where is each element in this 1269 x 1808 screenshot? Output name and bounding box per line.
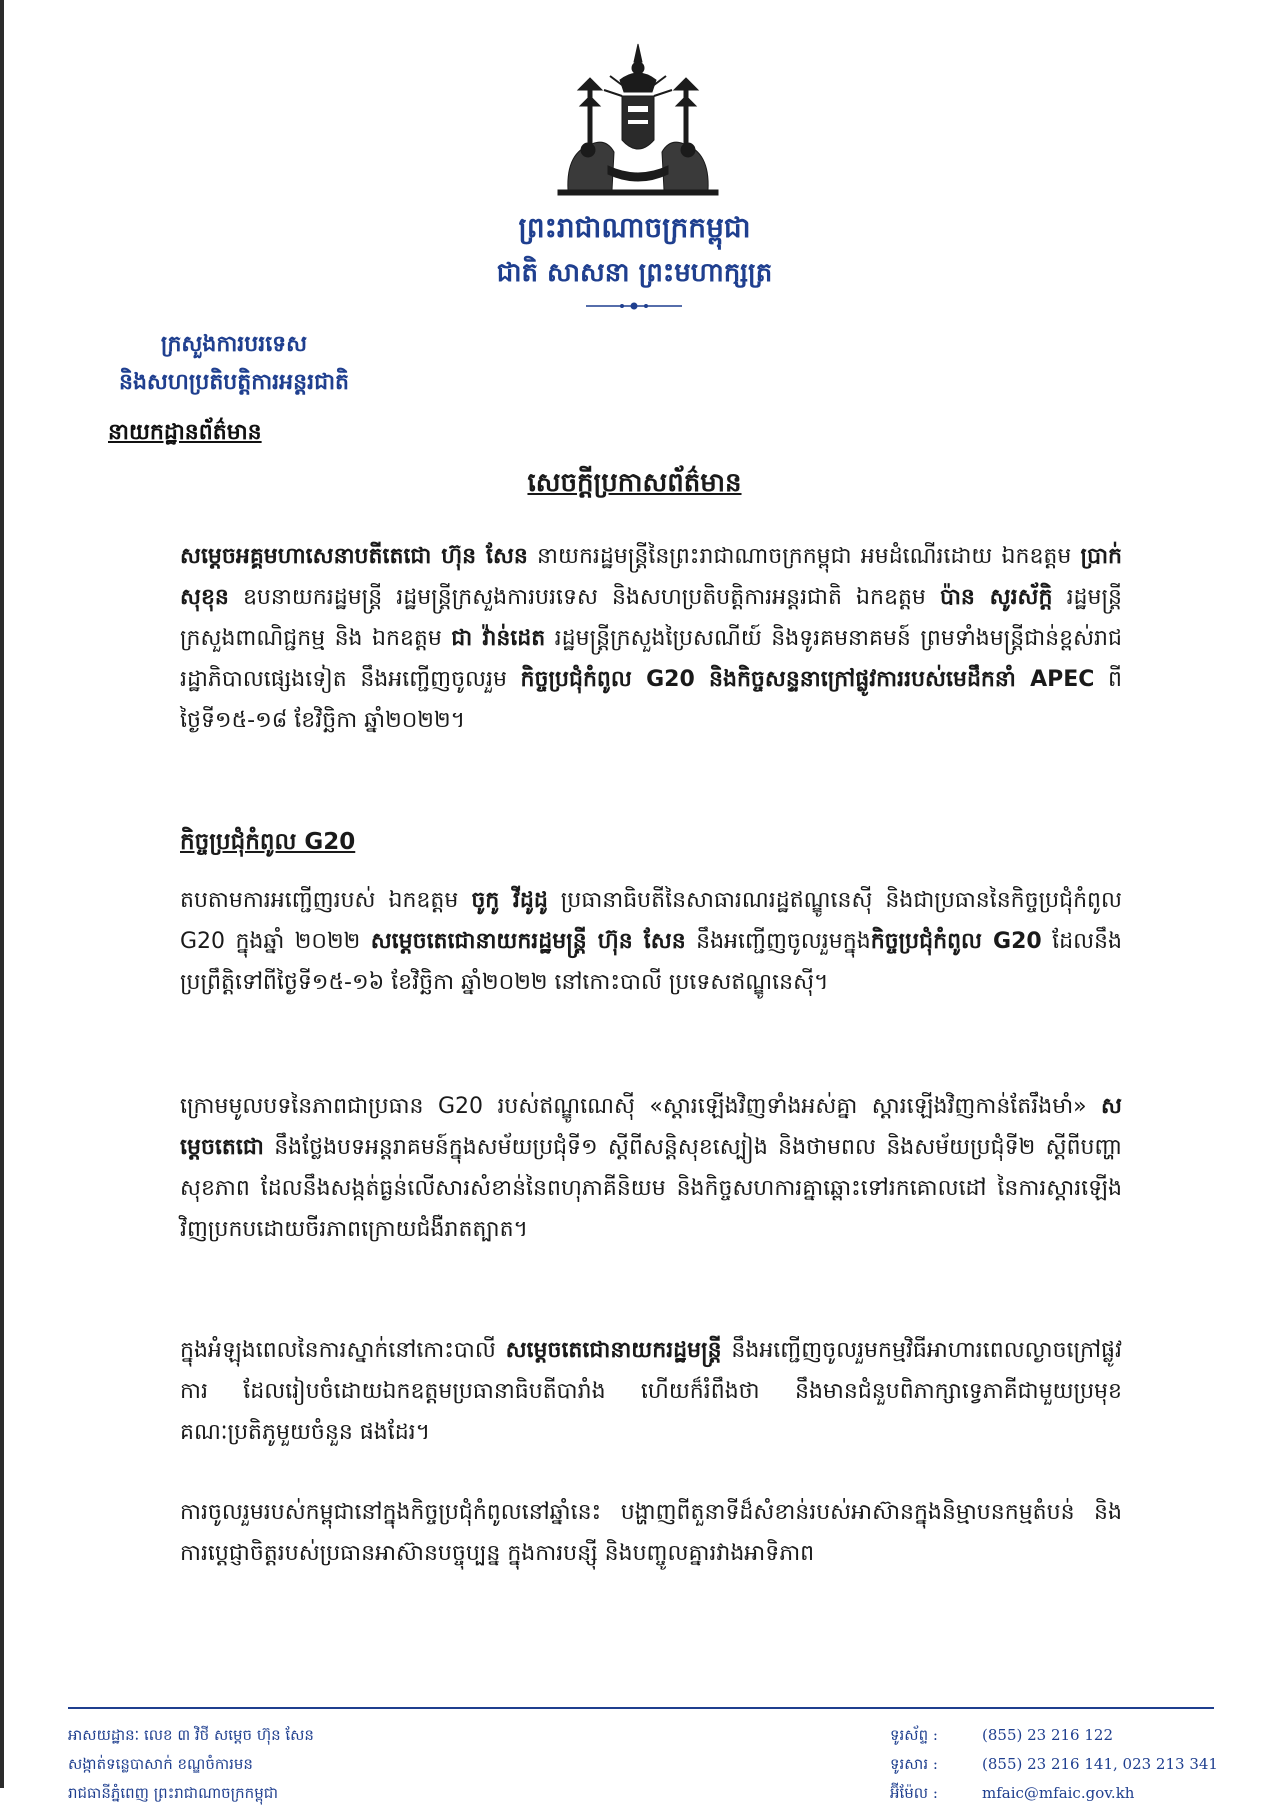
text-run: នឹងថ្លែងបទអន្តរាគមន៍ក្នុងសម័យប្រជុំទី១ ស្តីពីសន្តិសុខស្បៀង និងថាមពល និងសម័យប្រជុំទី២ ស្តីពីបញ្ហាសុខភាព ដែលនឹងសង្កត់ធ្ងន់លើសារសំខាន់នៃពហុភាគីនិយម និងកិច្ចសហការគ្នាឆ្ពោះទៅរកគោលដៅ នៃការស្តារឡើងវិញប្រកបដោយចីរភាពក្រោយជំងឺរាតត្បាត។ xyxy=(180,1135,1122,1242)
bold-event: កិច្ចប្រជុំកំពូល G20 និងកិច្ចសន្ទនាក្រៅផ្លូវការរបស់មេដឹកនាំ APEC xyxy=(520,667,1095,692)
ministry-name-line1: ក្រសួងការបរទេស xyxy=(160,331,308,357)
bold-name: ប្រាក់ សុខុន xyxy=(180,544,1123,610)
address-line: រាជធានីភ្នំពេញ ព្រះរាជាណាចក្រកម្ពុជា xyxy=(68,1784,278,1802)
text-run: រដ្ឋមន្ត្រីក្រសួងប្រៃសណីយ៍ និងទូរគមនាគមន៍ ព្រមទាំងមន្ត្រីជាន់ខ្ពស់រាជរដ្ឋាភិបាលផ្សេងទៀត នឹងអញ្ជើញចូលរួម xyxy=(180,626,1122,692)
text-run: នឹងអញ្ជើញចូលរួមកម្មវិធីអាហារពេលល្ងាចក្រៅផ្លូវការ ដែលរៀបចំដោយឯកឧត្តមប្រធានាធិបតីបារាំង ហើយក៏រំពឹងថា នឹងមានជំនួបពិភាក្សាទ្វេភាគីជាមួយប្រមុខគណៈប្រតិភូមួយចំនួន ផងដែរ។ xyxy=(180,1338,1122,1445)
phone-value: (855) 23 216 122 xyxy=(982,1726,1113,1744)
department-name: នាយកដ្ឋានព័ត៌មាន xyxy=(108,419,262,445)
section-heading-g20: កិច្ចប្រជុំកំពូល G20 xyxy=(180,829,356,855)
contact-email xyxy=(890,1779,1218,1808)
paragraph-g20-invitation xyxy=(180,880,1122,1003)
bold-name: សម្តេចតេជោនាយករដ្ឋមន្ត្រី xyxy=(505,1338,722,1363)
document-title: សេចក្តីប្រកាសព័ត៌មាន xyxy=(527,468,742,498)
paragraph-g20-theme xyxy=(180,1086,1122,1250)
footer-contacts xyxy=(890,1721,1218,1808)
bold-name: ចូកូ វីដូដូ xyxy=(471,888,548,913)
text-run: រដ្ឋមន្ត្រីក្រសួងពាណិជ្ជកម្ម និង ឯកឧត្តម xyxy=(180,585,1122,651)
footer-divider xyxy=(68,1707,1214,1709)
bold-event: កិច្ចប្រជុំកំពូល G20 xyxy=(870,929,1042,954)
fax-label: ទូរសារ : xyxy=(890,1755,938,1773)
kingdom-title: ព្រះរាជាណាចក្រកម្ពុជា xyxy=(518,211,751,244)
email-value[interactable]: mfaic@mfaic.gov.kh xyxy=(982,1784,1135,1802)
contact-phone xyxy=(890,1721,1218,1750)
bold-name: សម្តេចតេជោនាយករដ្ឋមន្ត្រី ហ៊ុន សែន xyxy=(370,929,686,954)
address-line: សង្កាត់ទន្លេបាសាក់ ខណ្ឌចំការមន xyxy=(68,1755,253,1773)
royal-arms-emblem xyxy=(548,40,728,200)
paragraph-bali-stay xyxy=(180,1330,1122,1453)
national-motto: ជាតិ សាសនា ព្រះមហាក្សត្រ xyxy=(496,258,773,288)
text-run: ពីថ្ងៃទី១៥-១៨ ខែវិច្ឆិកា ឆ្នាំ២០២២។ xyxy=(180,667,1122,733)
text-run: ដែលនឹងប្រព្រឹត្តិទៅពីថ្ងៃទី១៥-១៦ ខែវិច្ឆិកា ឆ្នាំ២០២២ នៅកោះបាលី ប្រទេសឥណ្ឌូនេស៊ី។ xyxy=(180,929,1122,995)
text-run: ក្រោមមូលបទនៃភាពជាប្រធាន G20 របស់ឥណ្ឌូណេស៊ី «ស្តារឡើងវិញទាំងអស់គ្នា ស្តារឡើងវិញកាន់តែរឹងមាំ» xyxy=(180,1094,1102,1119)
text-run: ក្នុងអំឡុងពេលនៃការស្នាក់នៅកោះបាលី xyxy=(180,1338,506,1363)
footer-address xyxy=(68,1721,314,1808)
text-run: ប្រធានាធិបតីនៃសាធារណរដ្ឋឥណ្ឌូនេស៊ី និងជាប្រធាននៃកិច្ចប្រជុំកំពូល G20 ក្នុងឆ្នាំ ២០២២ xyxy=(180,888,1122,954)
bold-name: សម្តេចអគ្គមហាសេនាបតីតេជោ ហ៊ុន សែន xyxy=(180,544,528,569)
text-run: នាយករដ្ឋមន្ត្រីនៃព្រះរាជាណាចក្រកម្ពុជា អមដំណើរដោយ ឯកឧត្តម xyxy=(527,544,1081,569)
paragraph-asean-role xyxy=(180,1492,1122,1574)
email-label: អ៊ីម៉ែល : xyxy=(890,1784,938,1802)
paragraph-intro xyxy=(180,536,1122,741)
text-run: នឹងអញ្ជើញចូលរួមក្នុង xyxy=(685,929,871,954)
fax-value: (855) 23 216 141, 023 213 341 xyxy=(982,1755,1218,1773)
bold-name: ប៉ាន សូរស័ក្តិ xyxy=(939,585,1053,610)
text-run: ឧបនាយករដ្ឋមន្ត្រី រដ្ឋមន្ត្រីក្រសួងការបរទេស និងសហប្រតិបត្តិការអន្តរជាតិ ឯកឧត្តម xyxy=(228,585,940,610)
ministry-name-line2: និងសហប្រតិបត្តិការអន្តរជាតិ xyxy=(119,369,349,395)
contact-fax xyxy=(890,1750,1218,1779)
bold-name: សម្តេចតេជោ xyxy=(180,1094,1122,1160)
phone-label: ទូរស័ព្ទ : xyxy=(890,1726,938,1744)
text-run: តបតាមការអញ្ជើញរបស់ ឯកឧត្តម xyxy=(180,888,472,913)
text-run: ការចូលរួមរបស់កម្ពុជានៅក្នុងកិច្ចប្រជុំកំពូលនៅឆ្នាំនេះ បង្ហាញពីតួនាទីដ៏សំខាន់របស់អាស៊ានក្នុងនិម្មាបនកម្មតំបន់ និងការប្តេជ្ញាចិត្តរបស់ប្រធានអាស៊ានបច្ចុប្បន្ន ក្នុងការបន្ស៊ី និងបញ្ចូលគ្នារវាងអាទិភាព xyxy=(180,1500,1122,1566)
address-line: អាសយដ្ឋានៈ លេខ ៣ វិថី សម្តេច ហ៊ុន សែន xyxy=(68,1726,314,1744)
ornament-divider xyxy=(584,300,684,312)
bold-name: ជា វ៉ាន់ដេត xyxy=(451,626,546,651)
